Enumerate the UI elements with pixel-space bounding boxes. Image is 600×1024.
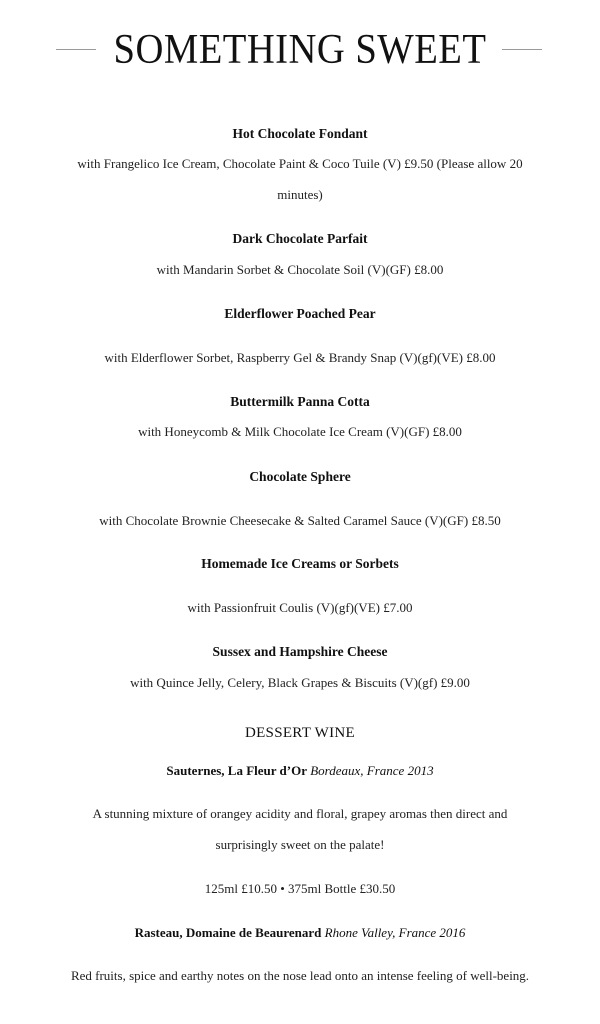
page-title: SOMETHING SWEET [113, 27, 487, 73]
wine-name: Sauternes, La Fleur d’Or [166, 763, 307, 778]
wine-origin: Bordeaux, France 2013 [310, 763, 434, 778]
menu-header [0, 22, 600, 82]
dessert-description: with Elderflower Sorbet, Raspberry Gel & Brandy Snap (V)(gf)(VE) £8.00 [104, 350, 496, 365]
dessert-description: with Passionfruit Coulis (V)(gf)(VE) £7.00 [187, 600, 413, 615]
dessert-name: Buttermilk Panna Cotta [230, 394, 370, 409]
dessert-name: Elderflower Poached Pear [224, 306, 376, 321]
dessert-description: with Frangelico Ice Cream, Chocolate Paint & Coco Tuile (V) £9.50 (Please allow 20 minutes) [77, 156, 523, 202]
dessert-description: with Quince Jelly, Celery, Black Grapes & Biscuits (V)(gf) £9.00 [130, 675, 470, 690]
dessert-name: Chocolate Sphere [249, 469, 351, 484]
wine-title [0, 925, 600, 941]
dessert-description: with Mandarin Sorbet & Chocolate Soil (V)(GF) £8.00 [156, 262, 444, 277]
dessert-description: with Honeycomb & Milk Chocolate Ice Cream (V)(GF) £8.00 [138, 424, 462, 439]
header-rule-right [502, 49, 542, 50]
dessert-wine-heading: DESSERT WINE [244, 725, 356, 741]
wine-title [0, 763, 600, 779]
dessert-description: with Chocolate Brownie Cheesecake & Salted Caramel Sauce (V)(GF) £8.50 [99, 513, 501, 528]
wine-name: Rasteau, Domaine de Beaurenard [134, 925, 322, 940]
wine-price: 125ml £10.50 • 375ml Bottle £30.50 [204, 881, 396, 896]
dessert-name: Dark Chocolate Parfait [232, 231, 368, 246]
wine-origin: Rhone Valley, France 2016 [324, 925, 466, 940]
wine-description: Red fruits, spice and earthy notes on the nose lead onto an intense feeling of well-being. [70, 968, 530, 983]
dessert-name: Sussex and Hampshire Cheese [212, 644, 388, 659]
wine-description: A stunning mixture of orangey acidity and floral, grapey aromas then direct and surprisingly sweet on the palate! [92, 806, 508, 852]
dessert-name: Homemade Ice Creams or Sorbets [201, 556, 399, 571]
dessert-name: Hot Chocolate Fondant [232, 126, 368, 141]
